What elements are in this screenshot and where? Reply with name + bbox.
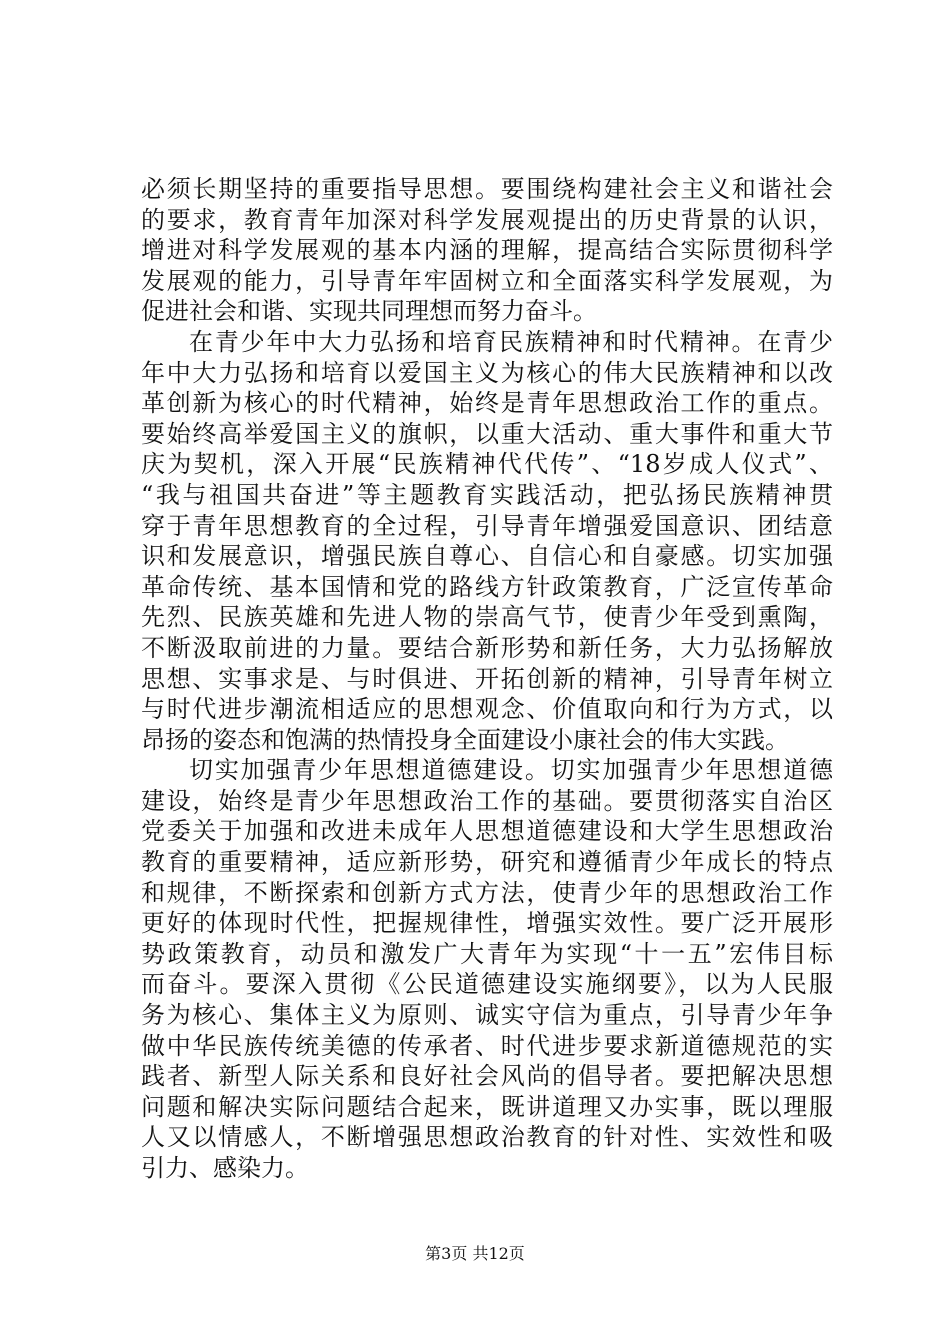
text-line: 年中大力弘扬和培育以爱国主义为核心的伟大民族精神和以改 bbox=[141, 358, 833, 387]
text-line: 必须长期坚持的重要指导思想。要围绕构建社会主义和谐社会 bbox=[141, 175, 833, 203]
text-line: 和规律，不断探索和创新方式方法，使青少年的思想政治工作 bbox=[141, 878, 833, 907]
text-line: 识和发展意识，增强民族自尊心、自信心和自豪感。切实加强 bbox=[141, 542, 833, 571]
text-line: 增进对科学发展观的基本内涵的理解，提高结合实际贯彻科学 bbox=[141, 236, 833, 265]
text-line: 而奋斗。要深入贯彻《公民道德建设实施纲要》，以为人民服 bbox=[141, 970, 833, 999]
paragraph-start-line: 切实加强青少年思想道德建设。切实加强青少年思想道德 bbox=[189, 756, 833, 785]
text-line: 势政策教育，动员和激发广大青年为实现“十一五”宏伟目标 bbox=[141, 939, 833, 968]
text-line: 穿于青年思想教育的全过程，引导青年增强爱国意识、团结意 bbox=[141, 511, 833, 540]
text-line: 促进社会和谐、实现共同理想而努力奋斗。 bbox=[141, 297, 597, 326]
text-line: 先烈、民族英雄和先进人物的崇高气节，使青少年受到熏陶， bbox=[141, 603, 833, 632]
text-line: 昂扬的姿态和饱满的热情投身全面建设小康社会的伟大实践。 bbox=[141, 725, 789, 754]
text-line: 与时代进步潮流相适应的思想观念、价值取向和行为方式，以 bbox=[141, 695, 833, 724]
text-line: 引力、感染力。 bbox=[141, 1154, 309, 1182]
page-number-footer: 第3页 共12页 bbox=[425, 1244, 525, 1263]
text-line: “我与祖国共奋进”等主题教育实践活动，把弘扬民族精神贯 bbox=[141, 480, 833, 509]
text-line: 更好的体现时代性，把握规律性，增强实效性。要广泛开展形 bbox=[141, 909, 833, 938]
document-body bbox=[141, 174, 833, 1184]
text-line: 庆为契机，深入开展“民族精神代代传”、“18岁成人仪式”、 bbox=[141, 450, 833, 479]
text-line: 的要求，教育青年加深对科学发展观提出的历史背景的认识， bbox=[141, 205, 833, 234]
text-line: 务为核心、集体主义为原则、诚实守信为重点，引导青少年争 bbox=[141, 1001, 833, 1030]
text-line: 教育的重要精神，适应新形势，研究和遵循青少年成长的特点 bbox=[141, 848, 833, 877]
text-line: 发展观的能力，引导青年牢固树立和全面落实科学发展观，为 bbox=[141, 266, 833, 295]
text-line: 人又以情感人，不断增强思想政治教育的针对性、实效性和吸 bbox=[141, 1123, 833, 1152]
text-line: 革命传统、基本国情和党的路线方针政策教育，广泛宣传革命 bbox=[141, 572, 833, 601]
text-line: 不断汲取前进的力量。要结合新形势和新任务，大力弘扬解放 bbox=[141, 633, 833, 662]
text-line: 党委关于加强和改进未成年人思想道德建设和大学生思想政治 bbox=[141, 817, 833, 846]
text-line: 践者、新型人际关系和良好社会风尚的倡导者。要把解决思想 bbox=[141, 1062, 833, 1091]
text-line: 革创新为核心的时代精神，始终是青年思想政治工作的重点。 bbox=[141, 389, 833, 418]
text-line: 要始终高举爱国主义的旗帜，以重大活动、重大事件和重大节 bbox=[141, 419, 833, 448]
text-line: 思想、实事求是、与时俱进、开拓创新的精神，引导青年树立 bbox=[141, 664, 833, 693]
text-line: 建设，始终是青少年思想政治工作的基础。要贯彻落实自治区 bbox=[141, 786, 833, 815]
text-line: 问题和解决实际问题结合起来，既讲道理又办实事，既以理服 bbox=[141, 1092, 833, 1121]
text-line: 做中华民族传统美德的传承者、时代进步要求新道德规范的实 bbox=[141, 1031, 833, 1060]
paragraph-start-line: 在青少年中大力弘扬和培育民族精神和时代精神。在青少 bbox=[189, 327, 833, 356]
